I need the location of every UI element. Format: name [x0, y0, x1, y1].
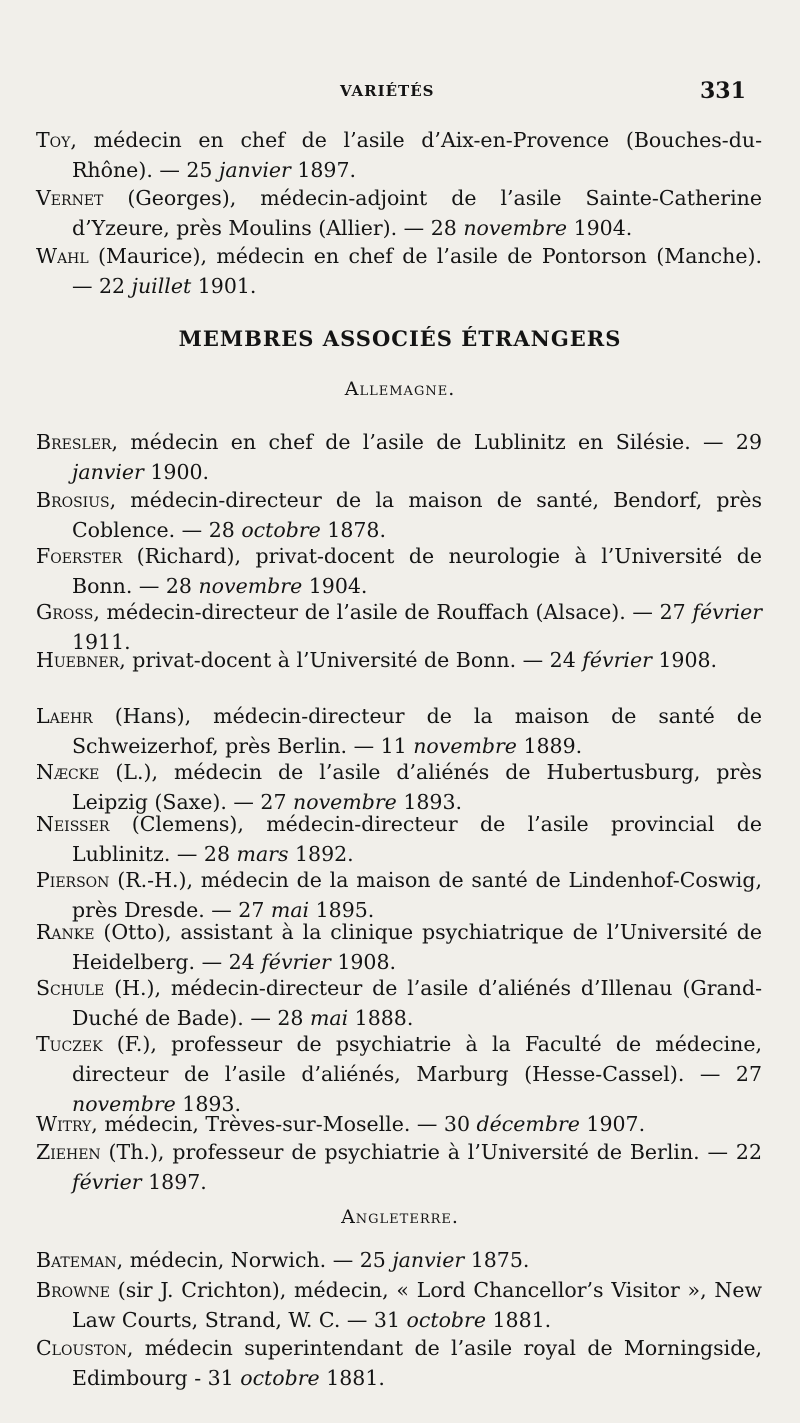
member-description: (Th.), professeur de psychiatrie à l’Université de Berlin. — 22 [100, 1140, 762, 1164]
member-name: Browne [36, 1278, 110, 1302]
member-date-month: mai [309, 1006, 349, 1030]
member-date-year: 1875. [464, 1248, 530, 1272]
member-date-month: décembre [476, 1112, 580, 1136]
country-heading-germany: Allemagne. [344, 378, 456, 400]
page-number: 331 [700, 78, 746, 104]
member-name: Neisser [36, 812, 110, 836]
member-description: (R.-H.), médecin de la maison de santé de Lindenhof-Coswig, près Dresde. — 27 [72, 868, 762, 922]
member-date-month: novembre [463, 216, 568, 240]
running-title: VARIÉTÉS [340, 82, 435, 100]
member-date-month: mars [236, 842, 289, 866]
member-entry [36, 241, 762, 301]
running-head [0, 78, 800, 108]
member-date-year: 1908. [330, 950, 397, 974]
member-entry [36, 973, 762, 1033]
member-name: Vernet [36, 186, 104, 210]
member-description: , médecin, Trèves-sur-Moselle. — 30 [91, 1112, 477, 1136]
member-entry [36, 125, 762, 185]
member-date-year: 1892. [288, 842, 354, 866]
member-entry [36, 1137, 762, 1197]
member-date-month: mai [270, 898, 310, 922]
member-name: Wahl [36, 244, 89, 268]
member-name: Bateman [36, 1248, 117, 1272]
member-description: , médecin, Norwich. — 25 [116, 1248, 393, 1272]
member-date-month: octobre [406, 1308, 486, 1332]
member-date-month: novembre [198, 574, 303, 598]
member-entry [36, 1109, 762, 1139]
member-entry [36, 485, 762, 545]
country-heading-england: Angleterre. [341, 1206, 459, 1228]
member-entry [36, 645, 762, 675]
member-description: (Richard), privat-docent de neurologie à l’Université de Bonn. — 28 [72, 544, 762, 598]
member-date-month: février [72, 1170, 142, 1194]
member-name: Clouston [36, 1336, 127, 1360]
member-date-month: janvier [72, 460, 144, 484]
member-date-year: 1908. [651, 648, 718, 672]
member-entry [36, 1275, 762, 1335]
member-name: Bresler [36, 430, 112, 454]
member-description: , médecin superintendant de l’asile royal de Morningside, Edimbourg - 31 [72, 1336, 762, 1390]
member-description: (H.), médecin-directeur de l’asile d’aliénés d’Illenau (Grand-Duché de Bade). — 28 [72, 976, 762, 1030]
member-description: (sir J. Crichton), médecin, « Lord Chancellor’s Visitor », New Law Courts, Strand, W. C. — 31 [72, 1278, 762, 1332]
member-name: Laehr [36, 704, 93, 728]
member-date-year: 1881. [485, 1308, 552, 1332]
member-name: Brosius [36, 488, 110, 512]
member-date-year: 1911. [72, 630, 131, 654]
member-date-month: janvier [392, 1248, 465, 1272]
member-description: , médecin-directeur de la maison de santé, Bendorf, près Coblence. — 28 [72, 488, 762, 542]
member-date-month: février [261, 950, 331, 974]
member-entry [36, 1029, 762, 1119]
member-name: Foerster [36, 544, 123, 568]
member-entry [36, 427, 762, 487]
member-entry [36, 1333, 762, 1393]
member-description: (Otto), assistant à la clinique psychiatrique de l’Université de Heidelberg. — 24 [72, 920, 762, 974]
member-date-year: 1895. [309, 898, 375, 922]
member-name: Toy [36, 128, 71, 152]
member-description: (L.), médecin de l’asile d’aliénés de Hubertusburg, près Leipzig (Saxe). — 27 [72, 760, 762, 814]
member-name: Næcke [36, 760, 100, 784]
member-description: (Maurice), médecin en chef de l’asile de Pontorson (Manche). — 22 [72, 244, 762, 298]
member-entry [36, 757, 762, 817]
member-name: Ranke [36, 920, 95, 944]
member-date-month: février [692, 600, 762, 624]
member-date-year: 1897. [141, 1170, 207, 1194]
member-entry [36, 183, 762, 243]
member-date-month: février [582, 648, 652, 672]
section-title: MEMBRES ASSOCIÉS ÉTRANGERS [178, 326, 622, 351]
member-date-year: 1904. [567, 216, 633, 240]
member-date-year: 1881. [319, 1366, 385, 1390]
member-description: (F.), professeur de psychiatrie à la Faculté de médecine, directeur de l’asile d’aliénés, Marburg (Hesse-Cassel). — 27 [72, 1032, 762, 1086]
member-entry [36, 809, 762, 869]
member-date-month: novembre [293, 790, 397, 814]
member-description: (Georges), médecin-adjoint de l’asile Sainte-Catherine d’Yzeure, près Moulins (Allier). — 28 [72, 186, 762, 240]
member-date-year: 1900. [143, 460, 210, 484]
member-name: Huebner [36, 648, 120, 672]
member-entry [36, 1245, 762, 1275]
member-date-month: octobre [241, 518, 321, 542]
member-entry [36, 865, 762, 925]
member-date-month: octobre [240, 1366, 320, 1390]
member-date-year: 1889. [516, 734, 583, 758]
member-date-year: 1904. [302, 574, 368, 598]
member-description: , médecin en chef de l’asile d’Aix-en-Provence (Bouches-du-Rhône). — 25 [70, 128, 762, 182]
member-entry [36, 917, 762, 977]
member-date-year: 1897. [290, 158, 357, 182]
member-name: Witry [36, 1112, 92, 1136]
member-date-year: 1878. [320, 518, 386, 542]
member-name: Tuczek [36, 1032, 103, 1056]
member-date-year: 1907. [579, 1112, 646, 1136]
member-date-month: novembre [72, 1092, 176, 1116]
member-date-month: novembre [413, 734, 517, 758]
member-date-year: 1888. [348, 1006, 414, 1030]
member-description: (Clemens), médecin-directeur de l’asile provincial de Lublinitz. — 28 [72, 812, 762, 866]
member-date-year: 1893. [175, 1092, 241, 1116]
member-date-month: juillet [131, 274, 192, 298]
member-description: , médecin en chef de l’asile de Lublinitz en Silésie. — 29 [111, 430, 762, 454]
member-name: Ziehen [36, 1140, 101, 1164]
member-date-year: 1901. [191, 274, 257, 298]
member-entry [36, 701, 762, 761]
member-description: , médecin-directeur de l’asile de Rouffach (Alsace). — 27 [93, 600, 693, 624]
member-name: Gross [36, 600, 94, 624]
member-description: (Hans), médecin-directeur de la maison de santé de Schweizerhof, près Berlin. — 11 [72, 704, 762, 758]
member-name: Schule [36, 976, 105, 1000]
member-name: Pierson [36, 868, 110, 892]
member-entry [36, 541, 762, 601]
member-description: , privat-docent à l’Université de Bonn. — 24 [119, 648, 583, 672]
member-date-year: 1893. [396, 790, 463, 814]
member-date-month: janvier [218, 158, 291, 182]
